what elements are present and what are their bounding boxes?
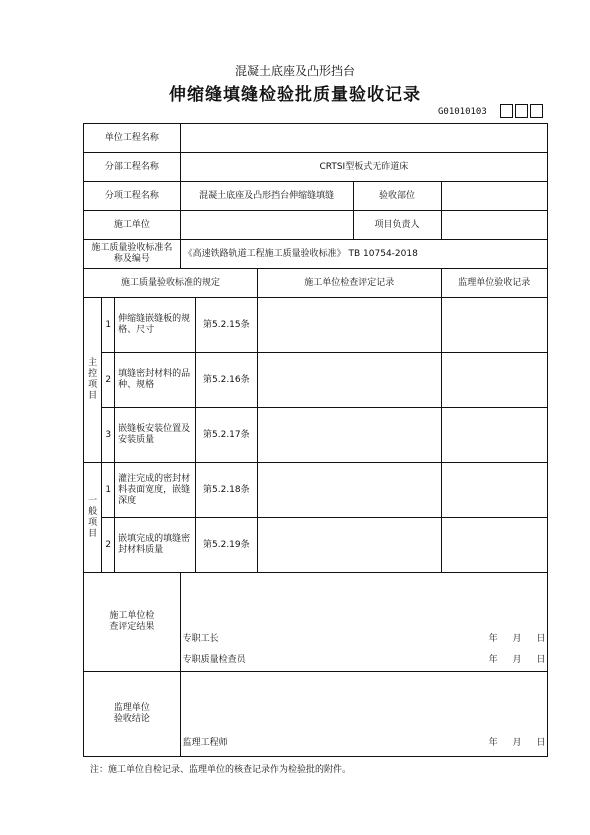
quality-inspector-date: 年 月 日 — [488, 655, 546, 665]
acceptance-part-value[interactable] — [441, 182, 547, 211]
item-description: 填缝密封材料的品种、规格 — [115, 353, 196, 408]
construction-check-cell[interactable] — [257, 298, 441, 353]
general-row-1 — [84, 463, 548, 518]
division-value[interactable]: CRTSⅠ型板式无砟道床 — [180, 153, 547, 182]
supervision-check-cell[interactable] — [441, 518, 547, 573]
footer-note: 注：施工单位自检记录、监理单位的核查记录作为检验批的附件。 — [90, 765, 352, 775]
construction-check-cell[interactable] — [257, 353, 441, 408]
item-clause: 第5.2.15条 — [195, 298, 257, 353]
unit-project-value[interactable] — [180, 124, 547, 153]
unit-project-label: 单位工程名称 — [84, 124, 181, 153]
code-box-3[interactable] — [530, 104, 543, 118]
inspection-form-table — [83, 123, 548, 757]
item-number: 2 — [102, 518, 115, 573]
supervision-conclusion-label — [84, 672, 181, 757]
item-clause: 第5.2.17条 — [195, 408, 257, 463]
construction-check-cell[interactable] — [257, 408, 441, 463]
construction-check-cell[interactable] — [257, 518, 441, 573]
supervision-check-cell[interactable] — [441, 298, 547, 353]
subdivision-value[interactable]: 混凝土底座及凸形挡台伸缩缝填缝 — [180, 182, 353, 211]
row-construction-unit — [84, 211, 548, 240]
column-header-supervision-check: 监理单位验收记录 — [441, 269, 547, 298]
row-column-headers — [84, 269, 548, 298]
main-control-row-2 — [84, 353, 548, 408]
item-description: 伸缩缝嵌缝板的规格、尺寸 — [115, 298, 196, 353]
construction-unit-label: 施工单位 — [84, 211, 181, 240]
supervision-check-cell[interactable] — [441, 408, 547, 463]
row-supervision-conclusion — [84, 672, 548, 757]
item-description: 嵌缝板安装位置及安装质量 — [115, 408, 196, 463]
subdivision-label: 分项工程名称 — [84, 182, 181, 211]
item-number: 1 — [102, 463, 115, 518]
engineer-label: 监理工程师 — [182, 738, 228, 748]
standard-label: 施工质量验收标准名称及编号 — [84, 240, 181, 269]
form-subtitle: 混凝土底座及凸形挡台 — [234, 64, 355, 78]
project-manager-value[interactable] — [441, 211, 547, 240]
main-control-row-1 — [84, 298, 548, 353]
construction-conclusion-cell[interactable] — [180, 573, 547, 672]
construction-conclusion-label — [84, 573, 181, 672]
construction-conclusion-label-text: 施工单位检查评定结果 — [109, 611, 155, 632]
column-header-construction-check: 施工单位检查评定记录 — [257, 269, 441, 298]
supervision-check-cell[interactable] — [441, 463, 547, 518]
division-label: 分部工程名称 — [84, 153, 181, 182]
project-manager-label: 项目负责人 — [353, 211, 441, 240]
item-number: 1 — [102, 298, 115, 353]
item-clause: 第5.2.16条 — [195, 353, 257, 408]
acceptance-part-label: 验收部位 — [353, 182, 441, 211]
foreman-label: 专职工长 — [182, 634, 219, 644]
code-box-2[interactable] — [515, 104, 528, 118]
supervision-check-cell[interactable] — [441, 353, 547, 408]
code-box-1[interactable] — [500, 104, 513, 118]
main-control-row-3 — [84, 408, 548, 463]
item-number: 3 — [102, 408, 115, 463]
row-standard — [84, 240, 548, 269]
item-number: 2 — [102, 353, 115, 408]
item-clause: 第5.2.19条 — [195, 518, 257, 573]
main-control-group-label: 主 控 项 目 — [84, 298, 102, 463]
standard-value: 《高速铁路轨道工程施工质量验收标准》 TB 10754-2018 — [180, 240, 547, 269]
row-subdivision — [84, 182, 548, 211]
quality-inspector-label: 专职质量检查员 — [182, 655, 246, 665]
column-header-spec: 施工质量验收标准的规定 — [84, 269, 258, 298]
item-description: 嵌填完成的填缝密封材料质量 — [115, 518, 196, 573]
foreman-date: 年 月 日 — [488, 634, 546, 644]
construction-unit-value[interactable] — [180, 211, 353, 240]
construction-check-cell[interactable] — [257, 463, 441, 518]
general-group-label: 一 般 项 目 — [84, 463, 102, 573]
supervision-conclusion-cell[interactable] — [180, 672, 547, 757]
engineer-date: 年 月 日 — [488, 738, 546, 748]
form-title: 伸缩缝填缝检验批质量验收记录 — [169, 85, 421, 105]
form-code: G01010103 — [438, 107, 487, 117]
row-division — [84, 153, 548, 182]
item-clause: 第5.2.18条 — [195, 463, 257, 518]
general-row-2 — [84, 518, 548, 573]
item-description: 灌注完成的密封材料表面宽度，嵌缝深度 — [115, 463, 196, 518]
row-unit-project — [84, 124, 548, 153]
supervision-conclusion-label-text: 监理单位验收结论 — [113, 703, 150, 724]
row-construction-conclusion — [84, 573, 548, 672]
